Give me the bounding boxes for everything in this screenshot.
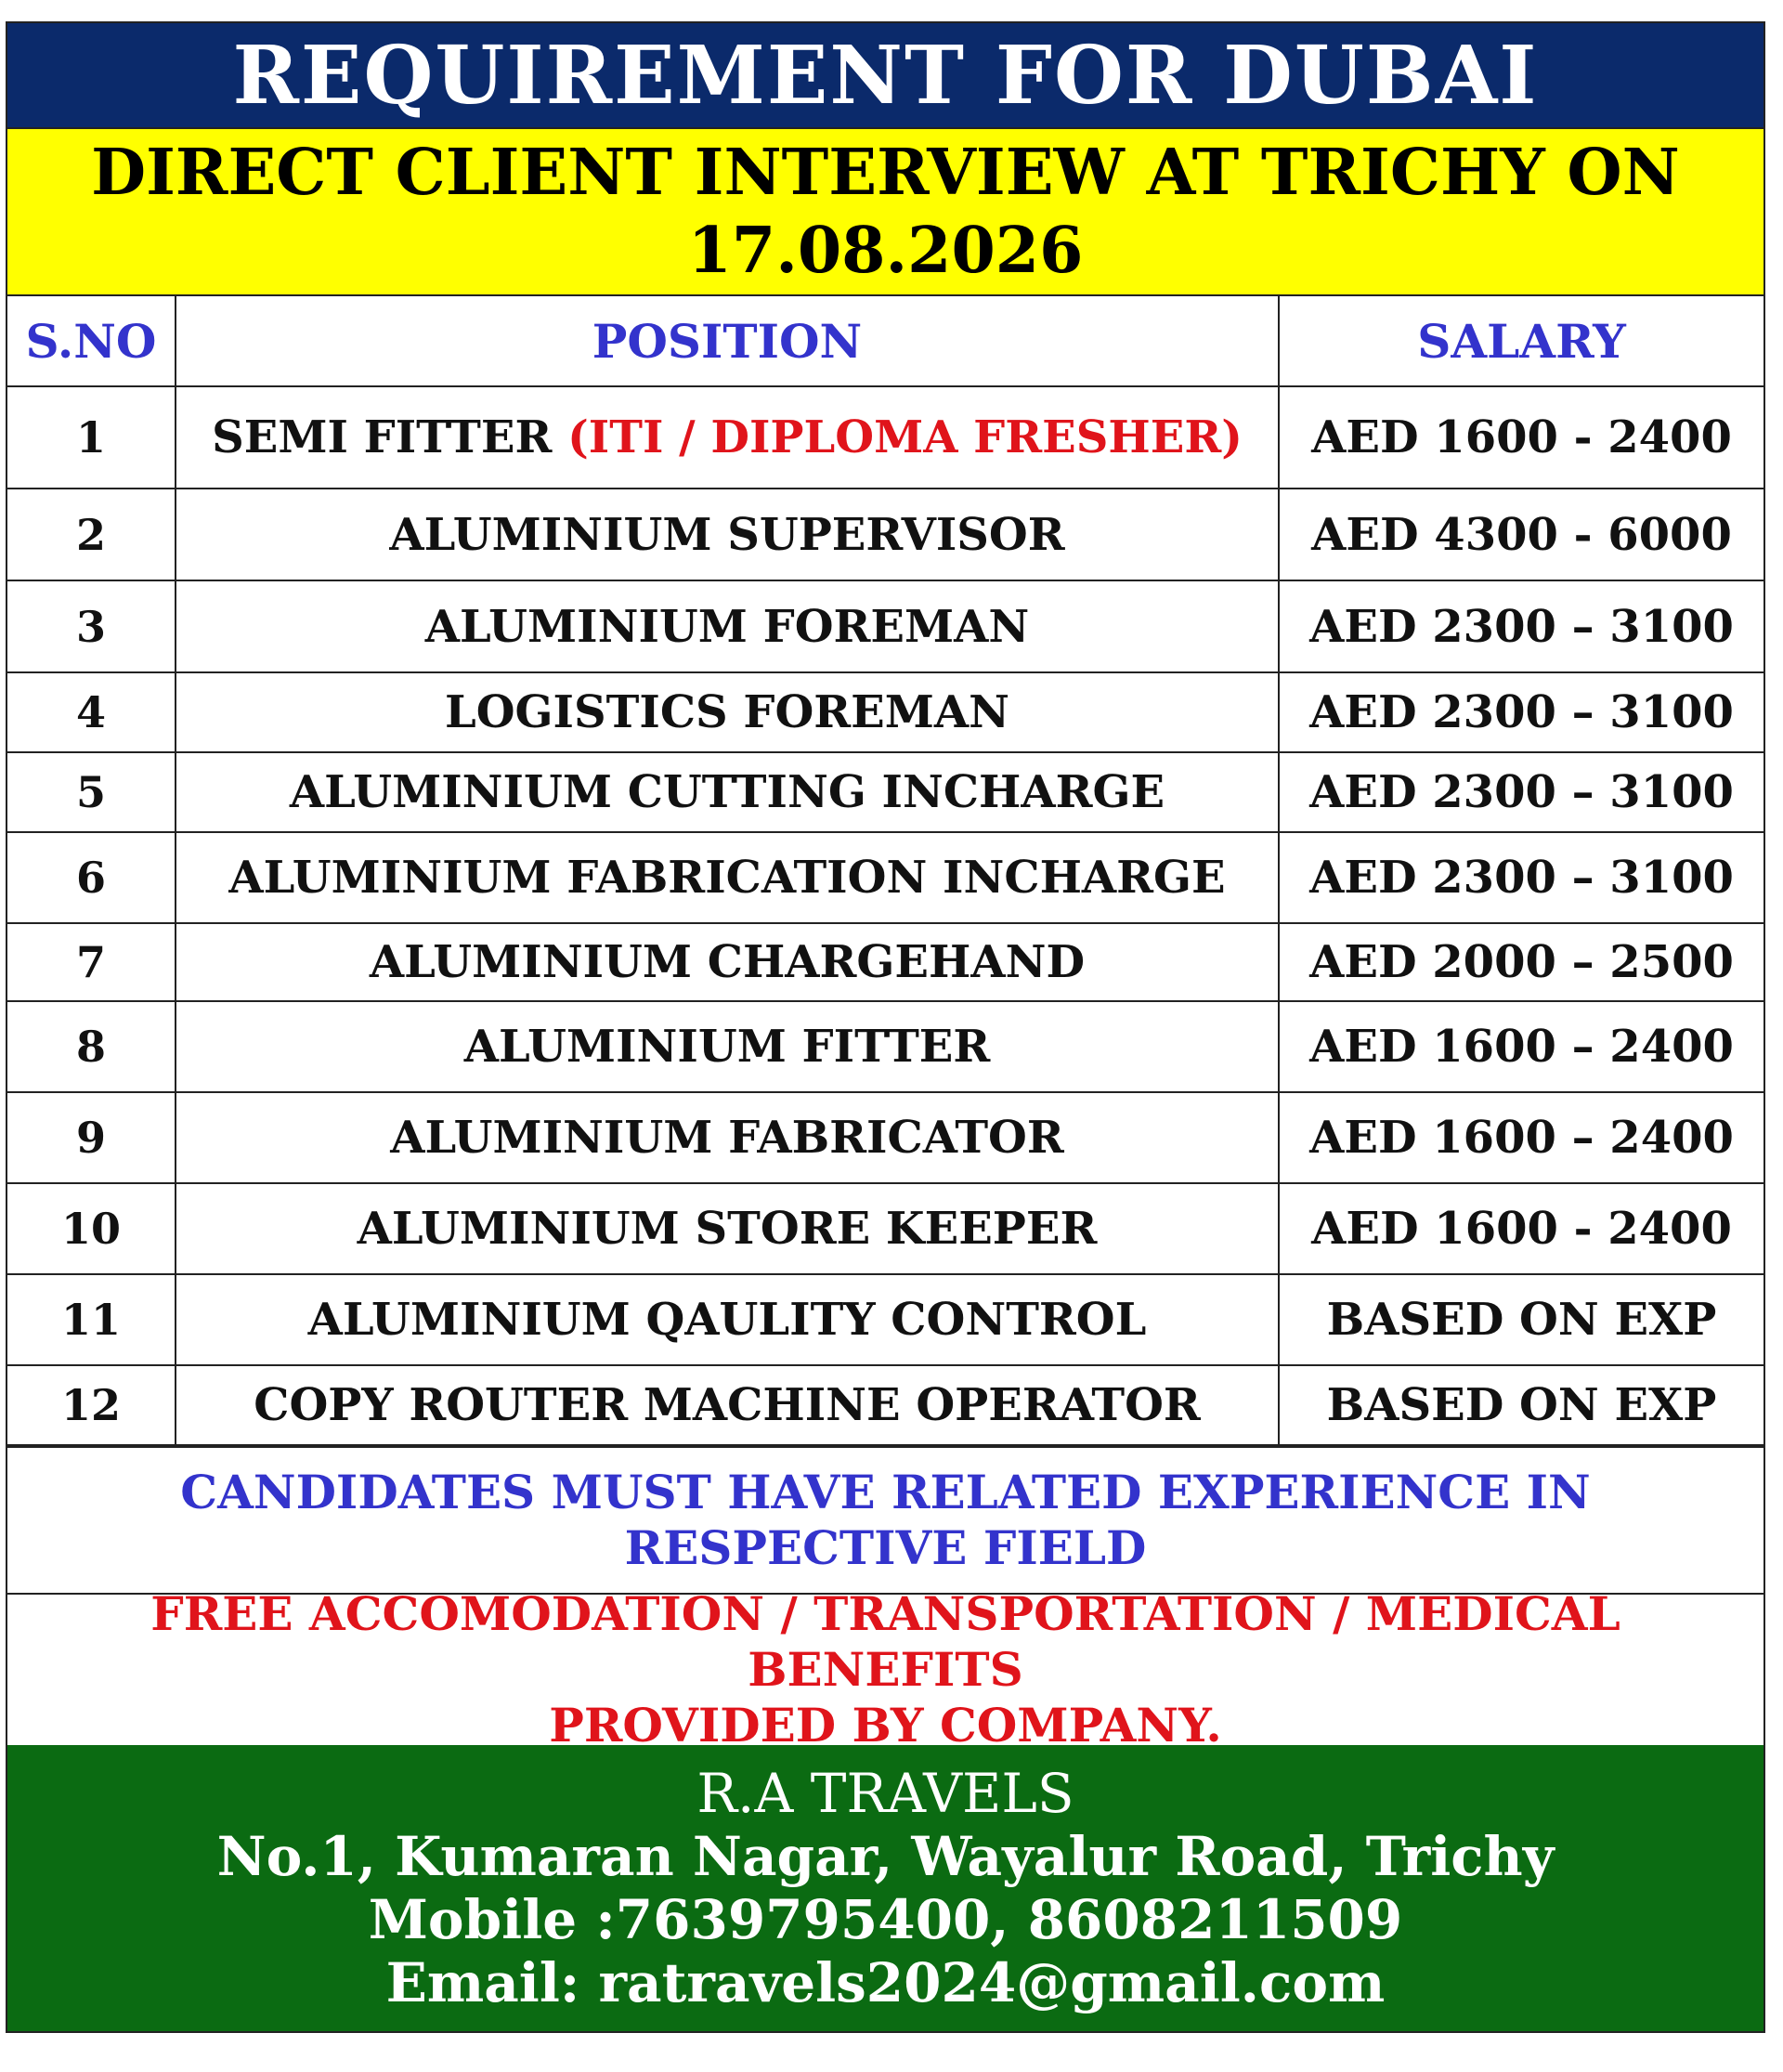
row-position: ALUMINIUM SUPERVISOR [176, 489, 1279, 580]
row-sno: 3 [7, 580, 176, 672]
company-address: No.1, Kumaran Nagar, Wayalur Road, Trichy [216, 1825, 1555, 1888]
row-salary: AED 2000 – 2500 [1279, 923, 1763, 1001]
interview-line: DIRECT CLIENT INTERVIEW AT TRICHY ON [91, 136, 1680, 210]
table-row [7, 1365, 1763, 1445]
row-sno: 10 [7, 1183, 176, 1274]
benefits-note [7, 1586, 1763, 1753]
experience-note [7, 1446, 1763, 1593]
row-salary: BASED ON EXP [1279, 1365, 1763, 1445]
row-position: LOGISTICS FOREMAN [176, 672, 1279, 752]
table-row [7, 832, 1763, 923]
position-note: (ITI / DIPLOMA FRESHER) [567, 411, 1243, 463]
row-position: ALUMINIUM STORE KEEPER [176, 1183, 1279, 1274]
row-salary: AED 2300 – 3100 [1279, 580, 1763, 672]
table-row [7, 1001, 1763, 1092]
row-sno: 1 [7, 386, 176, 489]
poster-title: REQUIREMENT FOR DUBAI [7, 23, 1763, 129]
row-salary: AED 1600 - 2400 [1279, 1183, 1763, 1274]
table-row [7, 1092, 1763, 1183]
row-salary: AED 1600 – 2400 [1279, 1001, 1763, 1092]
benefits-note-line: FREE ACCOMODATION / TRANSPORTATION / MEDICAL BENEFITS [150, 1586, 1620, 1697]
row-sno: 11 [7, 1274, 176, 1365]
row-sno: 7 [7, 923, 176, 1001]
row-position: ALUMINIUM QAULITY CONTROL [176, 1274, 1279, 1365]
row-sno: 5 [7, 752, 176, 832]
table-row [7, 386, 1763, 489]
column-header-sno: S.NO [7, 296, 176, 386]
row-position: ALUMINIUM FABRICATION INCHARGE [176, 832, 1279, 923]
row-sno: 8 [7, 1001, 176, 1092]
column-header-salary: SALARY [1279, 296, 1763, 386]
interview-banner [7, 129, 1763, 296]
row-position: ALUMINIUM FITTER [176, 1001, 1279, 1092]
row-position: COPY ROUTER MACHINE OPERATOR [176, 1365, 1279, 1445]
table-header-row [7, 296, 1763, 386]
company-mobile: Mobile :7639795400, 8608211509 [368, 1888, 1403, 1951]
positions-table [7, 296, 1763, 1446]
row-salary: AED 4300 - 6000 [1279, 489, 1763, 580]
row-position: ALUMINIUM CHARGEHAND [176, 923, 1279, 1001]
row-position: ALUMINIUM FABRICATOR [176, 1092, 1279, 1183]
row-salary: AED 2300 – 3100 [1279, 672, 1763, 752]
table-row [7, 580, 1763, 672]
row-salary: AED 1600 – 2400 [1279, 1092, 1763, 1183]
row-position: ALUMINIUM FOREMAN [176, 580, 1279, 672]
row-sno: 12 [7, 1365, 176, 1445]
interview-date: 17.08.2026 [687, 214, 1084, 288]
row-position: ALUMINIUM CUTTING INCHARGE [176, 752, 1279, 832]
column-header-position: POSITION [176, 296, 1279, 386]
table-row [7, 1183, 1763, 1274]
experience-note-line: RESPECTIVE FIELD [624, 1520, 1147, 1575]
company-name: R.A TRAVELS [696, 1762, 1074, 1825]
row-sno: 6 [7, 832, 176, 923]
benefits-note-line: PROVIDED BY COMPANY. [549, 1698, 1222, 1753]
table-row [7, 923, 1763, 1001]
table-row [7, 672, 1763, 752]
job-poster [6, 21, 1765, 2033]
row-salary: AED 1600 - 2400 [1279, 386, 1763, 489]
row-position [176, 386, 1279, 489]
row-salary: AED 2300 – 3100 [1279, 752, 1763, 832]
row-sno: 4 [7, 672, 176, 752]
position-title: SEMI FITTER [212, 411, 553, 463]
table-row [7, 752, 1763, 832]
company-email: Email: ratravels2024@gmail.com [385, 1951, 1386, 2014]
table-row [7, 1274, 1763, 1365]
row-salary: AED 2300 – 3100 [1279, 832, 1763, 923]
row-salary: BASED ON EXP [1279, 1274, 1763, 1365]
contact-footer [7, 1745, 1763, 2031]
table-row [7, 489, 1763, 580]
row-sno: 2 [7, 489, 176, 580]
row-sno: 9 [7, 1092, 176, 1183]
experience-note-line: CANDIDATES MUST HAVE RELATED EXPERIENCE IN [180, 1465, 1591, 1519]
